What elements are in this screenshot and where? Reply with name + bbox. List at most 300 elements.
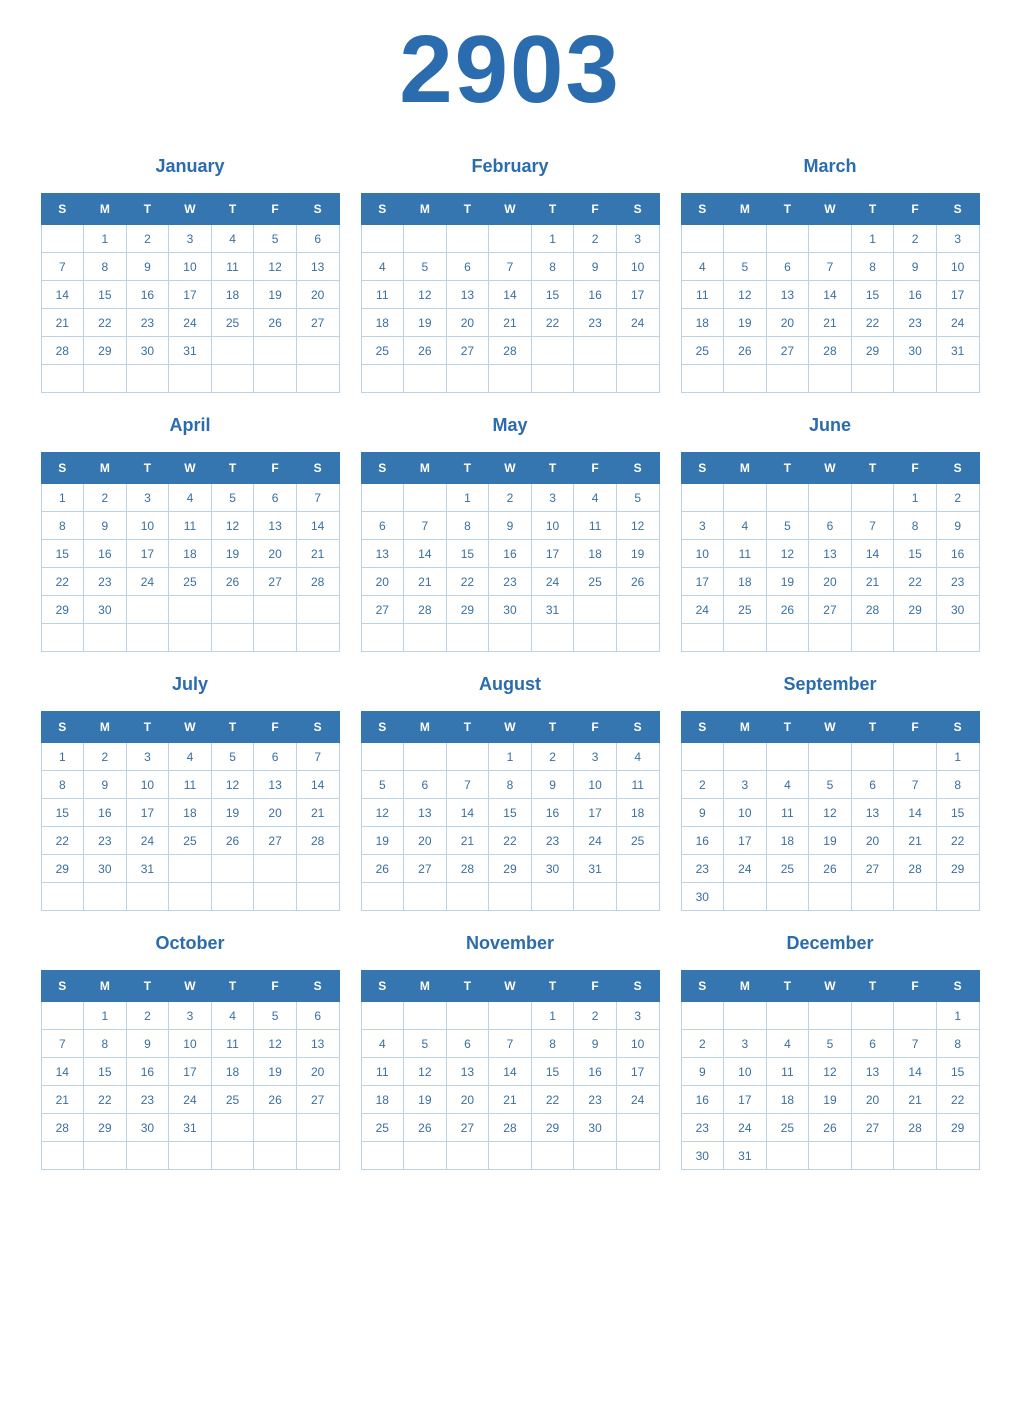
day-cell[interactable]: 9 [489, 512, 532, 540]
day-cell[interactable] [809, 1142, 852, 1170]
day-cell[interactable]: 3 [126, 484, 169, 512]
day-cell[interactable]: 1 [84, 225, 127, 253]
day-cell[interactable]: 9 [531, 771, 574, 799]
day-cell[interactable]: 9 [126, 1030, 169, 1058]
day-cell[interactable]: 12 [211, 771, 254, 799]
day-cell[interactable]: 20 [296, 1058, 339, 1086]
day-cell[interactable]: 22 [84, 309, 127, 337]
day-cell[interactable]: 2 [84, 743, 127, 771]
day-cell[interactable]: 5 [211, 743, 254, 771]
day-cell[interactable]: 8 [531, 253, 574, 281]
day-cell[interactable]: 8 [936, 1030, 979, 1058]
day-cell[interactable]: 30 [936, 596, 979, 624]
day-cell[interactable] [681, 225, 724, 253]
day-cell[interactable]: 30 [84, 855, 127, 883]
day-cell[interactable]: 2 [936, 484, 979, 512]
day-cell[interactable]: 28 [41, 1114, 84, 1142]
day-cell[interactable]: 3 [936, 225, 979, 253]
day-cell[interactable] [531, 337, 574, 365]
day-cell[interactable]: 25 [766, 1114, 809, 1142]
day-cell[interactable] [361, 484, 404, 512]
day-cell[interactable]: 15 [936, 1058, 979, 1086]
day-cell[interactable] [851, 883, 894, 911]
day-cell[interactable] [254, 855, 297, 883]
day-cell[interactable]: 4 [211, 225, 254, 253]
day-cell[interactable]: 18 [766, 827, 809, 855]
day-cell[interactable]: 21 [851, 568, 894, 596]
day-cell[interactable]: 10 [724, 799, 767, 827]
day-cell[interactable]: 3 [126, 743, 169, 771]
day-cell[interactable]: 11 [766, 799, 809, 827]
day-cell[interactable]: 19 [211, 540, 254, 568]
day-cell[interactable]: 6 [404, 771, 447, 799]
day-cell[interactable]: 22 [446, 568, 489, 596]
day-cell[interactable] [724, 1002, 767, 1030]
day-cell[interactable]: 9 [894, 253, 937, 281]
day-cell[interactable]: 5 [766, 512, 809, 540]
day-cell[interactable] [851, 743, 894, 771]
day-cell[interactable]: 25 [169, 827, 212, 855]
day-cell[interactable]: 7 [851, 512, 894, 540]
day-cell[interactable]: 15 [84, 1058, 127, 1086]
day-cell[interactable]: 12 [616, 512, 659, 540]
day-cell[interactable]: 31 [126, 855, 169, 883]
day-cell[interactable]: 15 [851, 281, 894, 309]
day-cell[interactable] [361, 1002, 404, 1030]
day-cell[interactable]: 4 [211, 1002, 254, 1030]
day-cell[interactable]: 5 [254, 225, 297, 253]
day-cell[interactable]: 28 [446, 855, 489, 883]
day-cell[interactable]: 23 [84, 827, 127, 855]
day-cell[interactable]: 21 [894, 1086, 937, 1114]
day-cell[interactable]: 23 [894, 309, 937, 337]
day-cell[interactable]: 3 [574, 743, 617, 771]
day-cell[interactable]: 21 [296, 540, 339, 568]
day-cell[interactable] [169, 365, 212, 393]
day-cell[interactable]: 26 [254, 1086, 297, 1114]
day-cell[interactable]: 6 [361, 512, 404, 540]
day-cell[interactable]: 8 [894, 512, 937, 540]
day-cell[interactable]: 31 [169, 337, 212, 365]
day-cell[interactable]: 4 [361, 1030, 404, 1058]
day-cell[interactable]: 13 [254, 512, 297, 540]
day-cell[interactable]: 5 [724, 253, 767, 281]
day-cell[interactable]: 3 [616, 1002, 659, 1030]
day-cell[interactable]: 28 [489, 1114, 532, 1142]
day-cell[interactable]: 22 [894, 568, 937, 596]
day-cell[interactable]: 8 [531, 1030, 574, 1058]
day-cell[interactable]: 21 [489, 1086, 532, 1114]
day-cell[interactable]: 11 [169, 771, 212, 799]
day-cell[interactable]: 7 [894, 1030, 937, 1058]
day-cell[interactable]: 27 [254, 827, 297, 855]
day-cell[interactable]: 10 [126, 771, 169, 799]
day-cell[interactable] [446, 883, 489, 911]
day-cell[interactable]: 18 [361, 309, 404, 337]
day-cell[interactable]: 23 [126, 309, 169, 337]
day-cell[interactable]: 26 [809, 855, 852, 883]
day-cell[interactable]: 8 [851, 253, 894, 281]
day-cell[interactable]: 20 [361, 568, 404, 596]
day-cell[interactable] [41, 225, 84, 253]
day-cell[interactable]: 6 [766, 253, 809, 281]
day-cell[interactable] [361, 225, 404, 253]
day-cell[interactable]: 12 [809, 1058, 852, 1086]
day-cell[interactable]: 19 [766, 568, 809, 596]
day-cell[interactable]: 16 [681, 1086, 724, 1114]
day-cell[interactable] [531, 365, 574, 393]
day-cell[interactable]: 25 [724, 596, 767, 624]
day-cell[interactable]: 13 [296, 1030, 339, 1058]
day-cell[interactable]: 10 [169, 1030, 212, 1058]
day-cell[interactable]: 2 [84, 484, 127, 512]
day-cell[interactable]: 29 [41, 855, 84, 883]
day-cell[interactable] [169, 596, 212, 624]
day-cell[interactable]: 19 [724, 309, 767, 337]
day-cell[interactable]: 29 [851, 337, 894, 365]
day-cell[interactable]: 24 [616, 1086, 659, 1114]
day-cell[interactable] [296, 1142, 339, 1170]
day-cell[interactable] [361, 743, 404, 771]
day-cell[interactable]: 2 [681, 1030, 724, 1058]
day-cell[interactable]: 24 [681, 596, 724, 624]
day-cell[interactable] [126, 596, 169, 624]
day-cell[interactable]: 14 [41, 1058, 84, 1086]
day-cell[interactable]: 17 [936, 281, 979, 309]
day-cell[interactable] [616, 1142, 659, 1170]
day-cell[interactable]: 1 [489, 743, 532, 771]
day-cell[interactable]: 27 [404, 855, 447, 883]
day-cell[interactable]: 30 [531, 855, 574, 883]
day-cell[interactable] [404, 225, 447, 253]
day-cell[interactable]: 8 [489, 771, 532, 799]
day-cell[interactable]: 17 [724, 827, 767, 855]
day-cell[interactable]: 24 [616, 309, 659, 337]
day-cell[interactable]: 13 [766, 281, 809, 309]
day-cell[interactable] [851, 1002, 894, 1030]
day-cell[interactable]: 6 [851, 771, 894, 799]
day-cell[interactable]: 19 [254, 281, 297, 309]
day-cell[interactable]: 16 [531, 799, 574, 827]
day-cell[interactable]: 7 [296, 743, 339, 771]
day-cell[interactable] [126, 883, 169, 911]
day-cell[interactable]: 4 [361, 253, 404, 281]
day-cell[interactable]: 1 [531, 225, 574, 253]
day-cell[interactable]: 20 [766, 309, 809, 337]
day-cell[interactable]: 7 [489, 1030, 532, 1058]
day-cell[interactable] [766, 225, 809, 253]
day-cell[interactable]: 17 [126, 799, 169, 827]
day-cell[interactable]: 27 [766, 337, 809, 365]
day-cell[interactable]: 6 [809, 512, 852, 540]
day-cell[interactable] [211, 596, 254, 624]
day-cell[interactable]: 4 [169, 743, 212, 771]
day-cell[interactable] [169, 855, 212, 883]
day-cell[interactable]: 13 [851, 1058, 894, 1086]
day-cell[interactable] [766, 883, 809, 911]
day-cell[interactable] [724, 743, 767, 771]
day-cell[interactable]: 20 [851, 1086, 894, 1114]
day-cell[interactable]: 10 [724, 1058, 767, 1086]
day-cell[interactable] [404, 624, 447, 652]
day-cell[interactable]: 6 [254, 743, 297, 771]
day-cell[interactable]: 2 [894, 225, 937, 253]
day-cell[interactable] [574, 883, 617, 911]
day-cell[interactable] [446, 743, 489, 771]
day-cell[interactable]: 24 [126, 827, 169, 855]
day-cell[interactable]: 30 [681, 1142, 724, 1170]
day-cell[interactable]: 28 [894, 855, 937, 883]
day-cell[interactable]: 6 [254, 484, 297, 512]
day-cell[interactable]: 14 [809, 281, 852, 309]
day-cell[interactable]: 24 [574, 827, 617, 855]
day-cell[interactable]: 23 [531, 827, 574, 855]
day-cell[interactable]: 26 [724, 337, 767, 365]
day-cell[interactable] [404, 1002, 447, 1030]
day-cell[interactable]: 14 [404, 540, 447, 568]
day-cell[interactable]: 25 [681, 337, 724, 365]
day-cell[interactable]: 29 [936, 855, 979, 883]
day-cell[interactable] [361, 624, 404, 652]
day-cell[interactable]: 4 [724, 512, 767, 540]
day-cell[interactable]: 19 [404, 309, 447, 337]
day-cell[interactable]: 4 [766, 1030, 809, 1058]
day-cell[interactable]: 27 [809, 596, 852, 624]
day-cell[interactable] [616, 1114, 659, 1142]
day-cell[interactable] [41, 1142, 84, 1170]
day-cell[interactable]: 21 [41, 309, 84, 337]
day-cell[interactable]: 21 [446, 827, 489, 855]
day-cell[interactable]: 10 [169, 253, 212, 281]
day-cell[interactable]: 1 [851, 225, 894, 253]
day-cell[interactable]: 3 [616, 225, 659, 253]
day-cell[interactable]: 9 [574, 1030, 617, 1058]
day-cell[interactable] [724, 484, 767, 512]
day-cell[interactable]: 22 [531, 1086, 574, 1114]
day-cell[interactable] [126, 365, 169, 393]
day-cell[interactable]: 5 [254, 1002, 297, 1030]
day-cell[interactable] [681, 365, 724, 393]
day-cell[interactable]: 25 [211, 309, 254, 337]
day-cell[interactable]: 31 [531, 596, 574, 624]
day-cell[interactable]: 5 [616, 484, 659, 512]
day-cell[interactable]: 26 [766, 596, 809, 624]
day-cell[interactable]: 11 [169, 512, 212, 540]
day-cell[interactable]: 6 [296, 225, 339, 253]
day-cell[interactable]: 4 [574, 484, 617, 512]
day-cell[interactable]: 12 [254, 1030, 297, 1058]
day-cell[interactable] [169, 1142, 212, 1170]
day-cell[interactable]: 30 [894, 337, 937, 365]
day-cell[interactable]: 7 [809, 253, 852, 281]
day-cell[interactable]: 11 [724, 540, 767, 568]
day-cell[interactable] [296, 883, 339, 911]
day-cell[interactable] [724, 365, 767, 393]
day-cell[interactable] [936, 624, 979, 652]
day-cell[interactable]: 11 [361, 1058, 404, 1086]
day-cell[interactable]: 23 [681, 855, 724, 883]
day-cell[interactable]: 7 [894, 771, 937, 799]
day-cell[interactable]: 29 [446, 596, 489, 624]
day-cell[interactable]: 28 [851, 596, 894, 624]
day-cell[interactable] [894, 743, 937, 771]
day-cell[interactable] [211, 1114, 254, 1142]
day-cell[interactable]: 17 [681, 568, 724, 596]
day-cell[interactable] [404, 883, 447, 911]
day-cell[interactable]: 16 [574, 281, 617, 309]
day-cell[interactable]: 17 [126, 540, 169, 568]
day-cell[interactable] [936, 883, 979, 911]
day-cell[interactable]: 13 [446, 281, 489, 309]
day-cell[interactable]: 26 [404, 1114, 447, 1142]
day-cell[interactable]: 1 [936, 743, 979, 771]
day-cell[interactable]: 18 [211, 281, 254, 309]
day-cell[interactable]: 13 [254, 771, 297, 799]
day-cell[interactable]: 7 [41, 253, 84, 281]
day-cell[interactable] [296, 624, 339, 652]
day-cell[interactable]: 9 [84, 771, 127, 799]
day-cell[interactable]: 4 [616, 743, 659, 771]
day-cell[interactable] [254, 883, 297, 911]
day-cell[interactable] [489, 883, 532, 911]
day-cell[interactable]: 14 [851, 540, 894, 568]
day-cell[interactable]: 13 [361, 540, 404, 568]
day-cell[interactable]: 2 [489, 484, 532, 512]
day-cell[interactable]: 9 [681, 799, 724, 827]
day-cell[interactable]: 11 [211, 253, 254, 281]
day-cell[interactable]: 16 [894, 281, 937, 309]
day-cell[interactable] [84, 1142, 127, 1170]
day-cell[interactable]: 19 [809, 1086, 852, 1114]
day-cell[interactable]: 16 [84, 799, 127, 827]
day-cell[interactable]: 1 [41, 743, 84, 771]
day-cell[interactable] [574, 337, 617, 365]
day-cell[interactable] [446, 624, 489, 652]
day-cell[interactable]: 15 [84, 281, 127, 309]
day-cell[interactable] [254, 596, 297, 624]
day-cell[interactable]: 17 [169, 281, 212, 309]
day-cell[interactable] [296, 337, 339, 365]
day-cell[interactable]: 23 [681, 1114, 724, 1142]
day-cell[interactable]: 9 [574, 253, 617, 281]
day-cell[interactable]: 22 [936, 827, 979, 855]
day-cell[interactable]: 6 [851, 1030, 894, 1058]
day-cell[interactable] [296, 365, 339, 393]
day-cell[interactable] [489, 225, 532, 253]
day-cell[interactable]: 28 [809, 337, 852, 365]
day-cell[interactable]: 19 [404, 1086, 447, 1114]
day-cell[interactable]: 13 [404, 799, 447, 827]
day-cell[interactable]: 31 [724, 1142, 767, 1170]
day-cell[interactable] [894, 624, 937, 652]
day-cell[interactable]: 1 [936, 1002, 979, 1030]
day-cell[interactable]: 18 [169, 799, 212, 827]
day-cell[interactable] [169, 624, 212, 652]
day-cell[interactable] [211, 1142, 254, 1170]
day-cell[interactable] [616, 596, 659, 624]
day-cell[interactable]: 12 [809, 799, 852, 827]
day-cell[interactable] [894, 883, 937, 911]
day-cell[interactable] [361, 365, 404, 393]
day-cell[interactable]: 16 [936, 540, 979, 568]
day-cell[interactable]: 27 [254, 568, 297, 596]
day-cell[interactable]: 18 [681, 309, 724, 337]
day-cell[interactable]: 9 [126, 253, 169, 281]
day-cell[interactable]: 11 [616, 771, 659, 799]
day-cell[interactable] [446, 1142, 489, 1170]
day-cell[interactable] [489, 624, 532, 652]
day-cell[interactable] [489, 1142, 532, 1170]
day-cell[interactable]: 23 [84, 568, 127, 596]
day-cell[interactable] [809, 365, 852, 393]
day-cell[interactable]: 1 [446, 484, 489, 512]
day-cell[interactable]: 29 [894, 596, 937, 624]
day-cell[interactable]: 24 [126, 568, 169, 596]
day-cell[interactable]: 8 [446, 512, 489, 540]
day-cell[interactable]: 17 [616, 281, 659, 309]
day-cell[interactable]: 11 [574, 512, 617, 540]
day-cell[interactable] [169, 883, 212, 911]
day-cell[interactable] [574, 365, 617, 393]
day-cell[interactable]: 5 [809, 1030, 852, 1058]
day-cell[interactable] [681, 624, 724, 652]
day-cell[interactable]: 5 [809, 771, 852, 799]
day-cell[interactable]: 8 [84, 253, 127, 281]
day-cell[interactable] [41, 624, 84, 652]
day-cell[interactable]: 6 [446, 253, 489, 281]
day-cell[interactable] [254, 1114, 297, 1142]
day-cell[interactable]: 12 [766, 540, 809, 568]
day-cell[interactable]: 11 [361, 281, 404, 309]
day-cell[interactable]: 31 [169, 1114, 212, 1142]
day-cell[interactable] [446, 365, 489, 393]
day-cell[interactable]: 17 [169, 1058, 212, 1086]
day-cell[interactable]: 30 [126, 337, 169, 365]
day-cell[interactable]: 30 [84, 596, 127, 624]
day-cell[interactable]: 27 [446, 1114, 489, 1142]
day-cell[interactable]: 18 [169, 540, 212, 568]
day-cell[interactable] [404, 365, 447, 393]
day-cell[interactable] [766, 624, 809, 652]
day-cell[interactable]: 15 [894, 540, 937, 568]
day-cell[interactable] [41, 365, 84, 393]
day-cell[interactable]: 16 [681, 827, 724, 855]
day-cell[interactable]: 29 [936, 1114, 979, 1142]
day-cell[interactable]: 2 [531, 743, 574, 771]
day-cell[interactable]: 17 [531, 540, 574, 568]
day-cell[interactable] [211, 855, 254, 883]
day-cell[interactable] [489, 1002, 532, 1030]
day-cell[interactable] [809, 624, 852, 652]
day-cell[interactable]: 15 [936, 799, 979, 827]
day-cell[interactable]: 12 [254, 253, 297, 281]
day-cell[interactable]: 28 [296, 827, 339, 855]
day-cell[interactable]: 3 [531, 484, 574, 512]
day-cell[interactable] [766, 743, 809, 771]
day-cell[interactable]: 28 [894, 1114, 937, 1142]
day-cell[interactable] [126, 1142, 169, 1170]
day-cell[interactable]: 19 [809, 827, 852, 855]
day-cell[interactable] [296, 596, 339, 624]
day-cell[interactable]: 5 [404, 253, 447, 281]
day-cell[interactable]: 16 [489, 540, 532, 568]
day-cell[interactable] [936, 1142, 979, 1170]
day-cell[interactable]: 9 [936, 512, 979, 540]
day-cell[interactable]: 23 [574, 309, 617, 337]
day-cell[interactable]: 21 [404, 568, 447, 596]
day-cell[interactable]: 3 [724, 771, 767, 799]
day-cell[interactable]: 18 [766, 1086, 809, 1114]
